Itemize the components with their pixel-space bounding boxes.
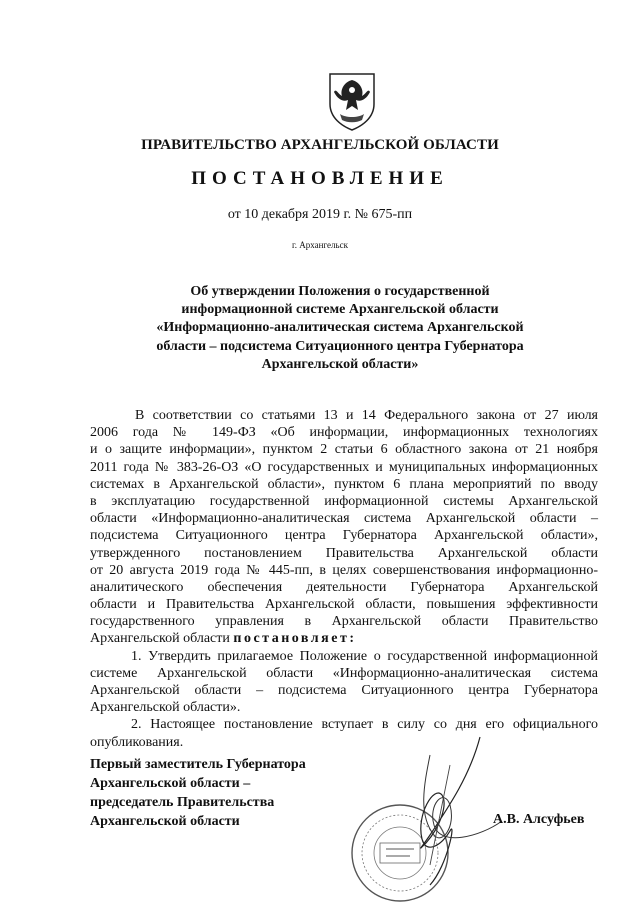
signer-position-line: Первый заместитель Губернатора: [90, 757, 306, 772]
document-city: г. Архангельск: [292, 240, 348, 250]
official-stamp-and-signature: [330, 735, 510, 905]
preamble-last-prefix: Архангельской области: [90, 631, 234, 647]
signer-name: А.В. Алсуфьев: [493, 812, 585, 827]
preamble-line: области «Информационно-аналитическая система Архангельской области –: [90, 511, 598, 527]
coat-of-arms-emblem: [326, 70, 378, 132]
item-2-line: опубликования.: [90, 734, 184, 750]
title-line: информационной системе Архангельской области: [181, 302, 499, 318]
signer-position-line: председатель Правительства: [90, 795, 275, 810]
item-1-line: Архангельской области – подсистема Ситуационного центра Губернатора: [90, 683, 598, 698]
signer-position: [90, 755, 306, 831]
preamble-line: системах в Архангельской области», пунктом 6 плана мероприятий по вводу: [90, 476, 598, 492]
preamble-line: 2011 года № 383-26-ОЗ «О государственных и муниципальных информационных: [90, 459, 598, 475]
preamble-line: 2006 года № 149-ФЗ «Об информации, информационных технологиях: [90, 425, 598, 441]
preamble-last-line: [90, 630, 598, 647]
item-1-line: 1. Утвердить прилагаемое Положение о государственной информационной: [131, 648, 598, 664]
preamble-line: аналитического обеспечения деятельности Губернатора Архангельской: [90, 579, 598, 595]
document-body: [90, 407, 598, 751]
document-type: ПОСТАНОВЛЕНИЕ: [191, 168, 449, 189]
preamble-line: области и Правительства Архангельской области, повышения эффективности: [90, 597, 598, 613]
item-1-line: системе Архангельской области «Информационно-аналитическая система: [90, 665, 598, 681]
government-name: ПРАВИТЕЛЬСТВО АРХАНГЕЛЬСКОЙ ОБЛАСТИ: [141, 137, 499, 153]
preamble-line: и о защите информации», пунктом 2 статьи 6 областного закона от 21 ноября: [90, 442, 598, 458]
decree-word: постановляет:: [233, 631, 357, 647]
title-line: «Информационно-аналитическая система Архангельской: [156, 320, 524, 336]
title-line: области – подсистема Ситуационного центра Губернатора: [156, 338, 524, 354]
signer-position-line: Архангельской области –: [90, 776, 251, 791]
preamble-line: В соответствии со статьями 13 и 14 Федерального закона от 27 июля: [135, 408, 598, 423]
preamble-line: государственного управления в Архангельской области Правительство: [90, 614, 598, 630]
preamble-line: от 20 августа 2019 года № 445-пп, в целях совершенствования информационно-: [90, 562, 598, 578]
item-2-line: 2. Настоящее постановление вступает в силу со дня его официального: [131, 717, 598, 733]
preamble-line: утвержденного постановлением Правительства Архангельской области: [90, 545, 598, 561]
document-date-number: от 10 декабря 2019 г. № 675-пп: [227, 207, 413, 222]
document-title: [140, 283, 540, 374]
preamble-line: подсистема Ситуационного центра Губернатора Архангельской области»,: [90, 528, 598, 544]
title-line: Об утверждении Положения о государственной: [190, 284, 490, 299]
preamble-line: в эксплуатацию государственной информационной системы Архангельской: [90, 493, 598, 509]
item-1-line: Архангельской области».: [90, 700, 241, 716]
signer-position-line: Архангельской области: [90, 814, 240, 829]
title-line: Архангельской области»: [261, 356, 419, 372]
